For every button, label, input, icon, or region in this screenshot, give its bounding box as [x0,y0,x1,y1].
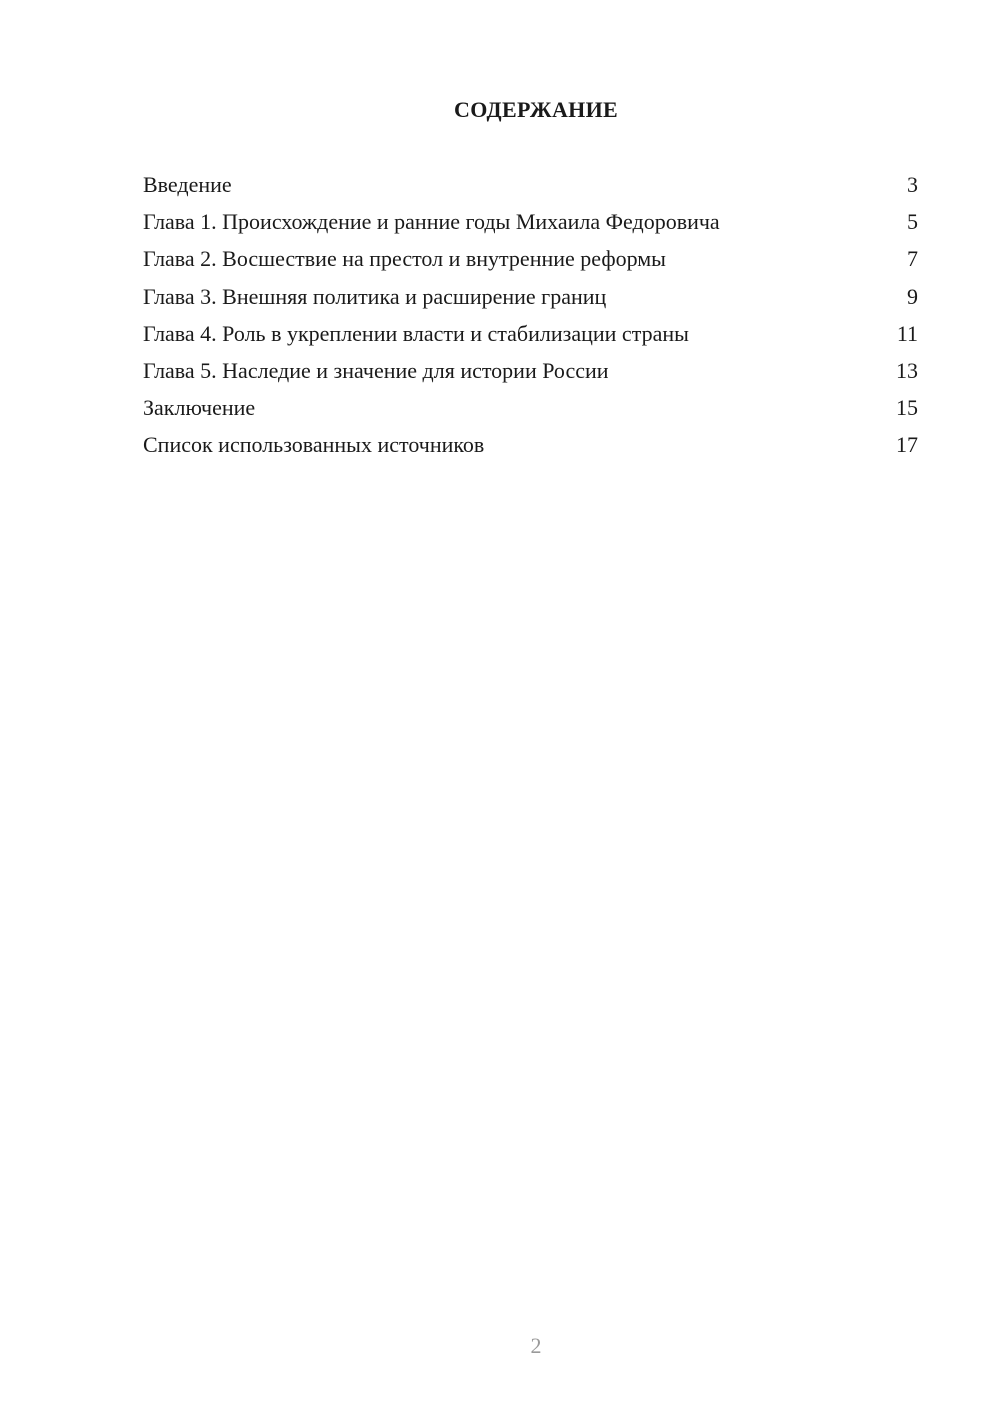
toc-entry-chapter-1[interactable] [143,203,918,240]
toc-entry-label: Глава 2. Восшествие на престол и внутренние реформы [143,246,666,272]
toc-entry-label: Глава 3. Внешняя политика и расширение границ [143,283,607,309]
toc-entry-page: 5 [907,209,918,235]
toc-entry-page: 9 [907,283,918,309]
toc-entry-chapter-5[interactable] [143,352,918,389]
toc-entry-page: 7 [907,246,918,272]
toc-entry-label: Список использованных источников [143,432,485,458]
toc-entry-chapter-2[interactable] [143,240,918,277]
toc-entry-label: Глава 1. Происхождение и ранние годы Михаила Федоровича [143,209,720,235]
toc-entry-label: Глава 4. Роль в укреплении власти и стабилизации страны [143,320,689,346]
toc-entry-page: 13 [896,357,918,383]
table-of-contents [143,166,918,464]
toc-entry-introduction[interactable] [143,166,918,203]
toc-entry-conclusion[interactable] [143,389,918,426]
toc-entry-label: Введение [143,172,232,197]
toc-entry-page: 17 [896,432,918,458]
toc-entry-label: Заключение [143,395,256,421]
toc-entry-label: Глава 5. Наследие и значение для истории России [143,357,609,383]
toc-entry-sources[interactable] [143,426,918,463]
toc-entry-page: 15 [896,395,918,421]
page-title: СОДЕРЖАНИЕ [454,97,618,122]
toc-entry-page: 3 [907,172,918,197]
page-number: 2 [530,1333,542,1358]
toc-entry-page: 11 [896,320,918,346]
toc-entry-chapter-3[interactable] [143,278,918,315]
toc-entry-chapter-4[interactable] [143,315,918,352]
